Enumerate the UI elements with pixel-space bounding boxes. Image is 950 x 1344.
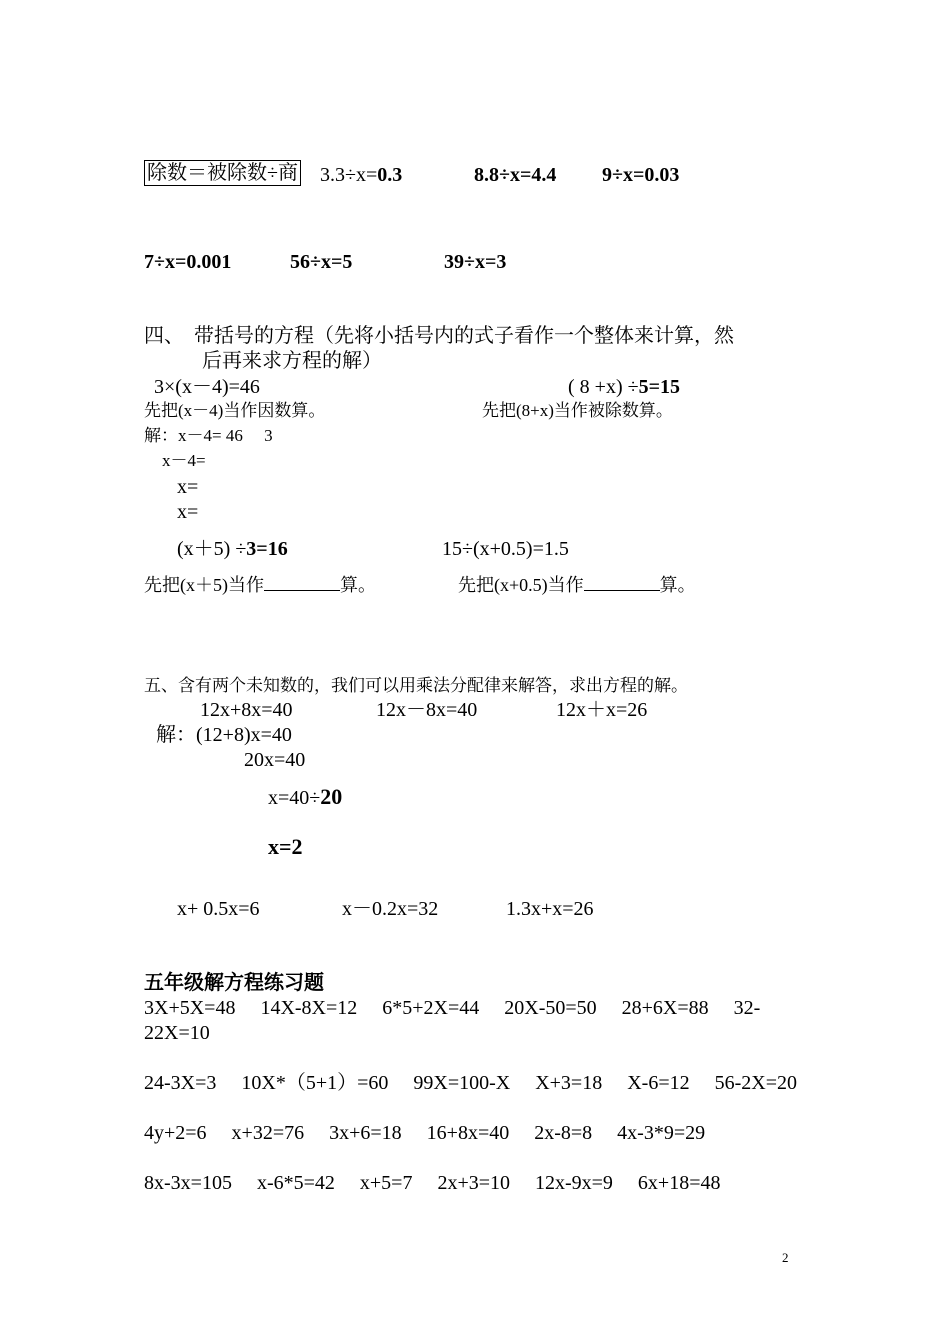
practice-title: 五年级解方程练习题: [144, 972, 324, 994]
hint-text: 先把(8+x)当作被除数算。: [482, 401, 673, 420]
solution-step: 解：x－4= 46 3: [144, 426, 273, 445]
hint-text: 先把(x－4)当作因数算。: [144, 401, 326, 420]
solution-step: 解：(12+8)x=40: [156, 724, 292, 746]
section-4-title-cont: 后再来求方程的解）: [202, 350, 382, 372]
equation: 12x+8x=40: [200, 699, 293, 721]
example-equation: ( 8 +x) ÷5=15: [568, 376, 680, 398]
equation: x+ 0.5x=6: [177, 898, 260, 920]
solution-step: x=40÷20: [268, 784, 343, 809]
practice-line: 24-3X=3 10X*（5+1）=60 99X=100-X X+3=18 X-6=12 56-2X=20: [144, 1072, 797, 1094]
equation: 8.8÷x=4.4: [474, 164, 557, 186]
fill-blank[interactable]: [584, 576, 660, 591]
equation: 12x－8x=40: [376, 699, 478, 721]
practice-line: 4y+2=6 x+32=76 3x+6=18 16+8x=40 2x-8=8 4x-3*9=29: [144, 1122, 706, 1144]
equation: 7÷x=0.001: [144, 251, 232, 273]
example-equation: (x＋5) ÷3=16: [177, 538, 288, 560]
solution-answer: x=2: [268, 834, 303, 859]
example-equation: 15÷(x+0.5)=1.5: [442, 538, 569, 560]
section-5-title: 五、含有两个未知数的，我们可以用乘法分配律来解答，求出方程的解。: [144, 676, 688, 695]
equation: 39÷x=3: [444, 251, 507, 273]
equation: 3.3÷x=0.3: [320, 164, 403, 186]
equation: 9÷x=0.03: [602, 164, 680, 186]
equation: 56÷x=5: [290, 251, 353, 273]
page-number: 2: [782, 1250, 789, 1265]
solution-step: x=: [177, 476, 199, 498]
hint-text: 先把(x+0.5)当作 算。: [458, 575, 696, 595]
solution-step: x－4=: [162, 451, 206, 470]
practice-line: 8x-3x=105 x-6*5=42 x+5=7 2x+3=10 12x-9x=9 6x+18=48: [144, 1172, 721, 1194]
practice-line: 22X=10: [144, 1022, 210, 1044]
hint-text: 先把(x＋5)当作 算。: [144, 575, 376, 595]
equation: 1.3x+x=26: [506, 898, 594, 920]
example-equation: 3×(x－4)=46: [154, 376, 260, 398]
section-4-title: 四、 带括号的方程（先将小括号内的式子看作一个整体来计算，然: [144, 325, 734, 347]
solution-step: x=: [177, 501, 199, 523]
equation: 12x＋x=26: [556, 699, 648, 721]
rule-box: 除数＝被除数÷商: [144, 163, 301, 183]
equation: x－0.2x=32: [342, 898, 439, 920]
fill-blank[interactable]: [264, 576, 340, 591]
solution-step: 20x=40: [244, 749, 306, 771]
practice-line: 3X+5X=48 14X-8X=12 6*5+2X=44 20X-50=50 28+6X=88 32-: [144, 997, 761, 1019]
